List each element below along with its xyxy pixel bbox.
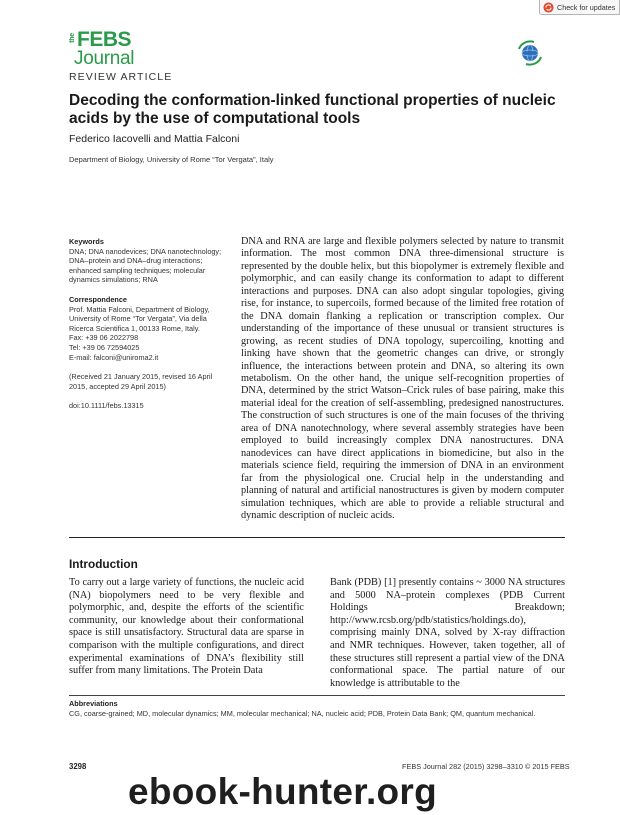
abbreviations-heading: Abbreviations xyxy=(69,699,118,708)
correspondence-fax: Fax: +39 06 2022798 xyxy=(69,333,139,343)
check-for-updates-label: Check for updates xyxy=(557,2,616,12)
globe-emblem-icon xyxy=(515,40,545,66)
doi-link[interactable]: doi:10.1111/febs.13315 xyxy=(69,401,144,411)
keywords-block xyxy=(69,237,227,285)
refresh-icon xyxy=(543,2,554,13)
logo-sub: Journal xyxy=(74,48,135,69)
keywords-text: DNA; DNA nanodevices; DNA nanotechnology; DNA–protein and DNA–drug interactions; enhanced sampling techniques; molecular dynamics simulations; RNA xyxy=(69,246,222,285)
article-authors: Federico Iacovelli and Mattia Falconi xyxy=(69,133,240,145)
abbreviations-divider xyxy=(69,695,565,696)
article-title: Decoding the conformation-linked functional properties of nucleic acids by the use of computational tools xyxy=(69,92,556,127)
section-divider xyxy=(69,537,565,538)
received-dates xyxy=(69,372,227,391)
abbreviations-text: CG, coarse-grained; MD, molecular dynamics; MM, molecular mechanical; NA, nucleic acid; PDB, Protein Data Bank; QM, quantum mechanical. xyxy=(69,708,536,718)
correspondence-line: University of Rome “Tor Vergata”, Via della xyxy=(69,314,207,324)
correspondence-tel: Tel: +39 06 72594025 xyxy=(69,342,140,352)
introduction-column-right: Bank (PDB) [1] presently contains ~ 3000 NA structures and 5000 NA–protein complexes (PDB Current Holdings Breakdown; http://www.rcsb.org/pdb/statistics/holdings.do), comprising mainly DNA, solved by X-ray diffraction and NMR techniques. However, taken together, all of these structures still represent a partial view of the DNA conformational space. The partial nature of our knowledge is attributable to the xyxy=(330,577,565,689)
logo-name: FEBS xyxy=(77,28,132,51)
correspondence-line: Prof. Mattia Falconi, Department of Biology, xyxy=(69,304,210,314)
received-text: (Received 21 January 2015, revised 16 April 2015, accepted 29 April 2015) xyxy=(69,372,213,391)
article-type: REVIEW ARTICLE xyxy=(69,71,173,83)
journal-logo xyxy=(69,29,159,74)
page-number: 3298 xyxy=(69,762,87,771)
correspondence-line: Ricerca Scientifica 1, 00133 Rome, Italy. xyxy=(69,323,200,333)
check-for-updates-button[interactable] xyxy=(539,0,620,15)
abstract-text: DNA and RNA are large and flexible polymers selected by nature to transmit information. The most common DNA three-dimensional structure is represented by the double helix, but this biopolymer is extremely flexible and polymorphic, and can easily change its conformation to adapt to different interactions and purposes. DNA can also adopt singular topologies, giving rise, for instance, to supercoils, formed because of the limited free rotation of the DNA domain flanking a replication or transcription complex. Our understanding of the importance of these unusual or transient structures is growing, as recent studies of DNA topology, supercoiling, knotting and linking have shown that the geometric changes can drive, or strongly influence, the interactions between protein and DNA, so altering its own metabolism. On the other hand, the unique self-recognition properties of DNA, determined by the strict Watson–Crick rules of base pairing, make this material ideal for the creation of self-assembling, predesigned nanostructures. The construction of such structures is one of the main focuses of the thriving area of DNA nanotechnology, where several assembly strategies have been employed to build increasingly complex DNA nanostructures. DNA nanodevices can have direct applications in biomedicine, but also in the materials science field, requiring the immersion of DNA in an environment far from the physiological one. Crucial help in the understanding and planning of natural and artificial nanostructures is given by modern computer simulation techniques, which are able to provide a reliable structural and dynamic description of nucleic acids. xyxy=(241,236,564,521)
introduction-heading: Introduction xyxy=(69,557,138,571)
watermark-text: ebook-hunter.org xyxy=(128,771,438,812)
introduction-column-left: To carry out a large variety of functions, the nucleic acid (NA) biopolymers need to be very flexible and polymorphic, and, despite the efforts of the scientific community, our knowledge about their conformational space is still unsatisfactory. Structural data are sparse in comparison with the multiple configurations, and direct experimental examinations of DNA’s flexibility still suffer from many limitations. The Protein Data xyxy=(69,577,304,677)
doi-block xyxy=(69,401,227,411)
correspondence-block xyxy=(69,295,227,362)
article-sidebar xyxy=(69,237,227,421)
journal-citation: FEBS Journal 282 (2015) 3298–3310 © 2015 FEBS xyxy=(402,762,570,771)
abbreviations-block xyxy=(69,699,565,718)
correspondence-email[interactable]: E-mail: falconi@uniroma2.it xyxy=(69,352,159,362)
correspondence-heading: Correspondence xyxy=(69,294,127,304)
keywords-heading: Keywords xyxy=(69,237,104,246)
article-affiliation: Department of Biology, University of Rome “Tor Vergata”, Italy xyxy=(69,155,274,164)
logo-the: the xyxy=(69,33,76,43)
